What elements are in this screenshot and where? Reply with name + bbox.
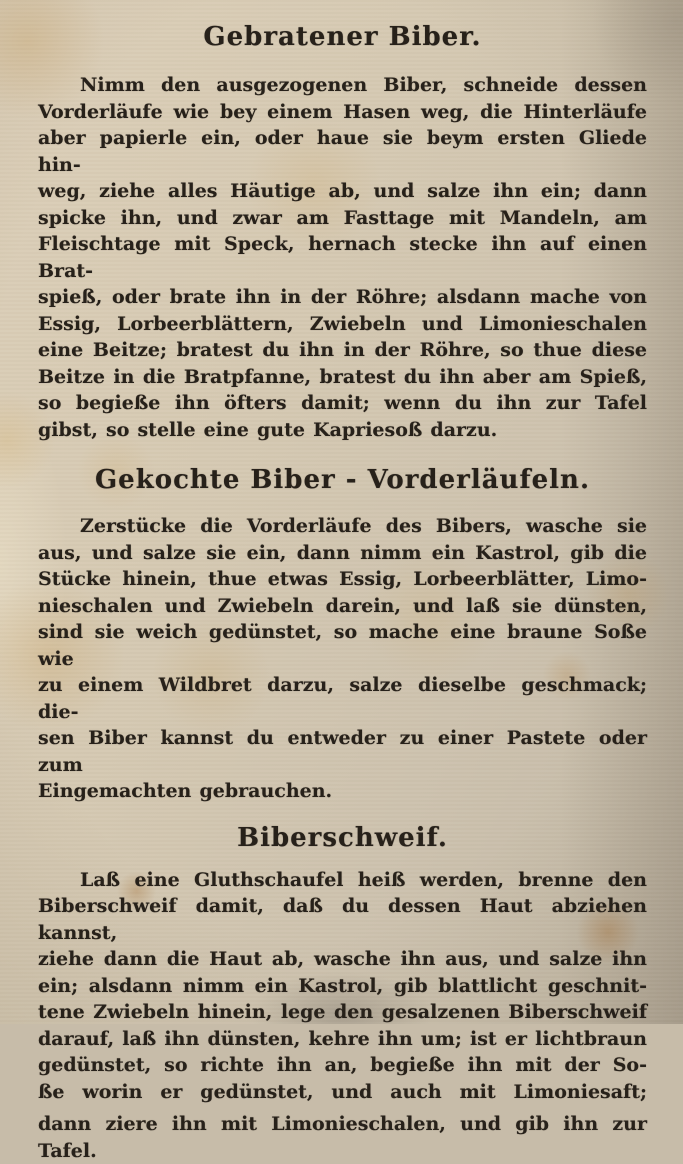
text-line: Biberschweif damit, daß du dessen Haut abziehen kannst, [38,893,647,946]
text-line: Eingemachten gebrauchen. [38,778,647,805]
text-line: Essig, Lorbeerblättern, Zwiebeln und Limonieschalen [38,311,647,338]
text-line: sind sie weich gedünstet, so mache eine braune Soße wie [38,619,647,672]
text-line: Nimm den ausgezogenen Biber, schneide dessen [38,72,647,99]
section-gekochte-biber-vorderlaeufeln [38,463,647,805]
text-line: aber papierle ein, oder haue sie beym ersten Gliede hin- [38,125,647,178]
text-line: weg, ziehe alles Häutige ab, und salze ihn ein; dann [38,178,647,205]
text-line: ße worin er gedünstet, und auch mit Limoniesaft; [38,1079,647,1106]
text-line: ziehe dann die Haut ab, wasche ihn aus, und salze ihn [38,946,647,973]
text-line: Laß eine Gluthschaufel heiß werden, brenne den [38,867,647,894]
text-line: nieschalen und Zwiebeln darein, und laß sie dünsten, [38,593,647,620]
text-line: so begieße ihn öfters damit; wenn du ihn zur Tafel [38,390,647,417]
text-line: zu einem Wildbret darzu, salze dieselbe geschmack; die- [38,672,647,725]
text-line: spicke ihn, und zwar am Fasttage mit Mandeln, am [38,205,647,232]
text-line: Stücke hinein, thue etwas Essig, Lorbeerblätter, Limo- [38,566,647,593]
text-line: Vorderläufe wie bey einem Hasen weg, die Hinterläufe [38,99,647,126]
text-line: eine Beitze; bratest du ihn in der Röhre, so thue diese [38,337,647,364]
text-line: darauf, laß ihn dünsten, kehre ihn um; ist er lichtbraun [38,1026,647,1053]
section-biberschweif [38,821,647,1164]
section-body [38,513,647,805]
text-line: gedünstet, so richte ihn an, begieße ihn mit der So- [38,1052,647,1079]
section-body [38,867,647,1164]
text-line: dann ziere ihn mit Limonieschalen, und gib ihn zur [38,1111,647,1138]
text-line: gibst, so stelle eine gute Kapriesoß darzu. [38,417,647,444]
text-line: Zerstücke die Vorderläufe des Bibers, wasche sie [38,513,647,540]
section-heading: Gekochte Biber - Vorderläufeln. [38,463,647,497]
text-line: Tafel. [38,1138,647,1164]
section-heading: Biberschweif. [38,821,647,855]
section-heading: Gebratener Biber. [38,20,647,54]
text-line: sen Biber kannst du entweder zu einer Pastete oder zum [38,725,647,778]
text-line: Beitze in die Bratpfanne, bratest du ihn aber am Spieß, [38,364,647,391]
text-line: tene Zwiebeln hinein, lege den gesalzenen Biberschweif [38,999,647,1026]
text-line: spieß, oder brate ihn in der Röhre; alsdann mache von [38,284,647,311]
text-line: Fleischtage mit Speck, hernach stecke ihn auf einen Brat- [38,231,647,284]
text-line: ein; alsdann nimm ein Kastrol, gib blattlicht geschnit- [38,973,647,1000]
text-line: aus, und salze sie ein, dann nimm ein Kastrol, gib die [38,540,647,567]
section-body [38,72,647,443]
section-gebratener-biber [38,20,647,443]
